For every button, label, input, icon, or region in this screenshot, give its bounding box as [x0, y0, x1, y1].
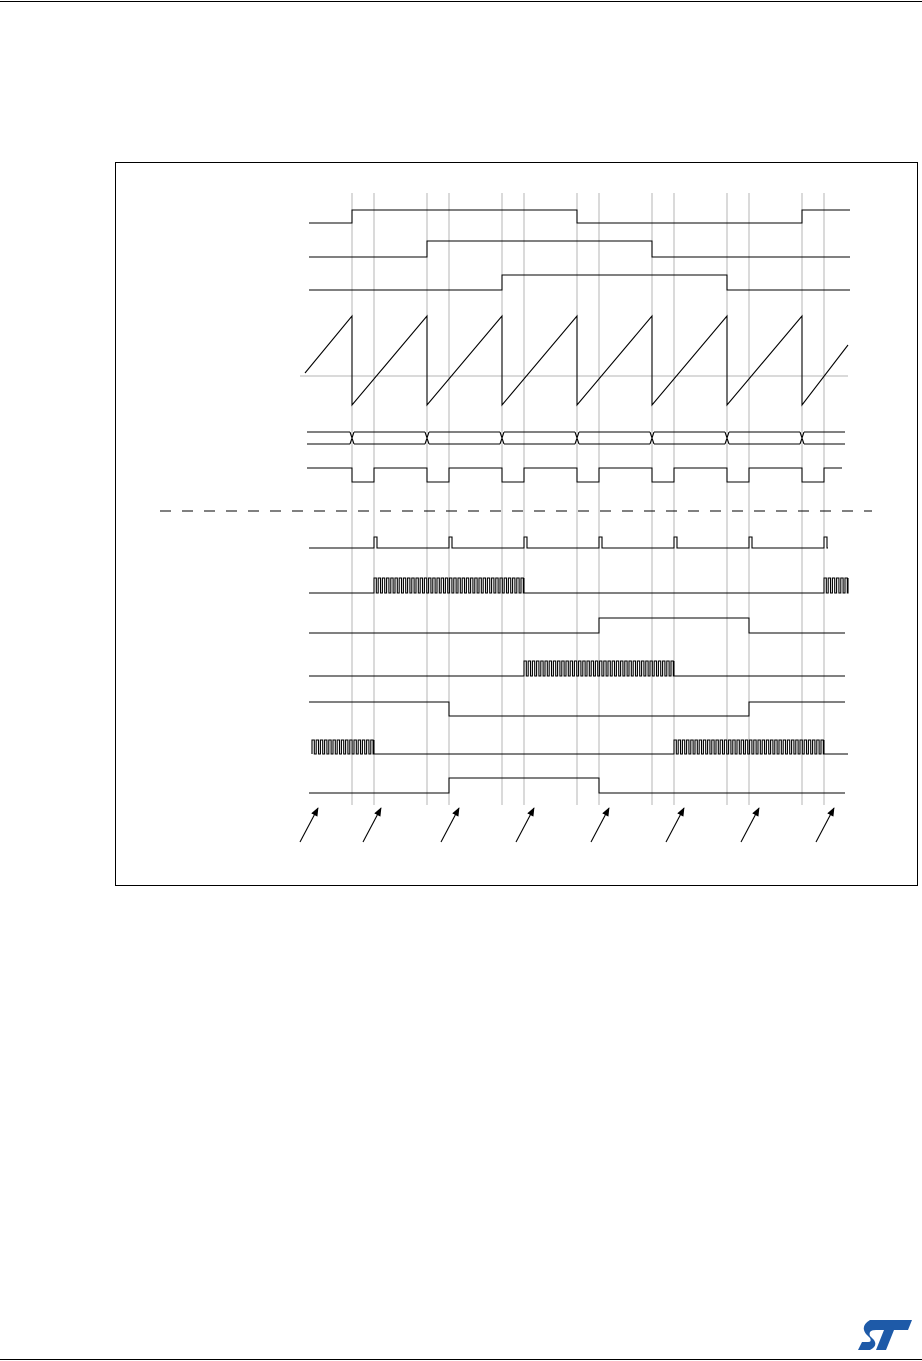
- edge-arrow: [300, 808, 318, 842]
- counter-bus: [307, 432, 845, 444]
- phase-a-signal: [309, 210, 850, 223]
- phase-c-signal: [309, 275, 850, 290]
- output-3-pwm: [309, 661, 845, 676]
- output-1-pwm: [309, 578, 848, 593]
- phase-b-signal: [309, 241, 850, 257]
- edge-arrow: [516, 808, 534, 842]
- reload-pulse-signal: [307, 468, 842, 482]
- footer-rule: [0, 1359, 922, 1360]
- edge-arrow: [441, 808, 459, 842]
- edge-arrow: [816, 808, 834, 842]
- sawtooth-ramp: [305, 316, 848, 405]
- timing-guide-lines: [352, 193, 824, 805]
- edge-arrows: [300, 808, 834, 842]
- trigger-spike-signal: [309, 537, 828, 548]
- edge-arrow: [666, 808, 684, 842]
- edge-arrow: [591, 808, 609, 842]
- output-5-pwm: [312, 740, 848, 754]
- st-logo: [856, 1318, 914, 1352]
- edge-arrow: [363, 808, 381, 842]
- edge-arrow: [741, 808, 759, 842]
- signal-traces: [300, 210, 850, 793]
